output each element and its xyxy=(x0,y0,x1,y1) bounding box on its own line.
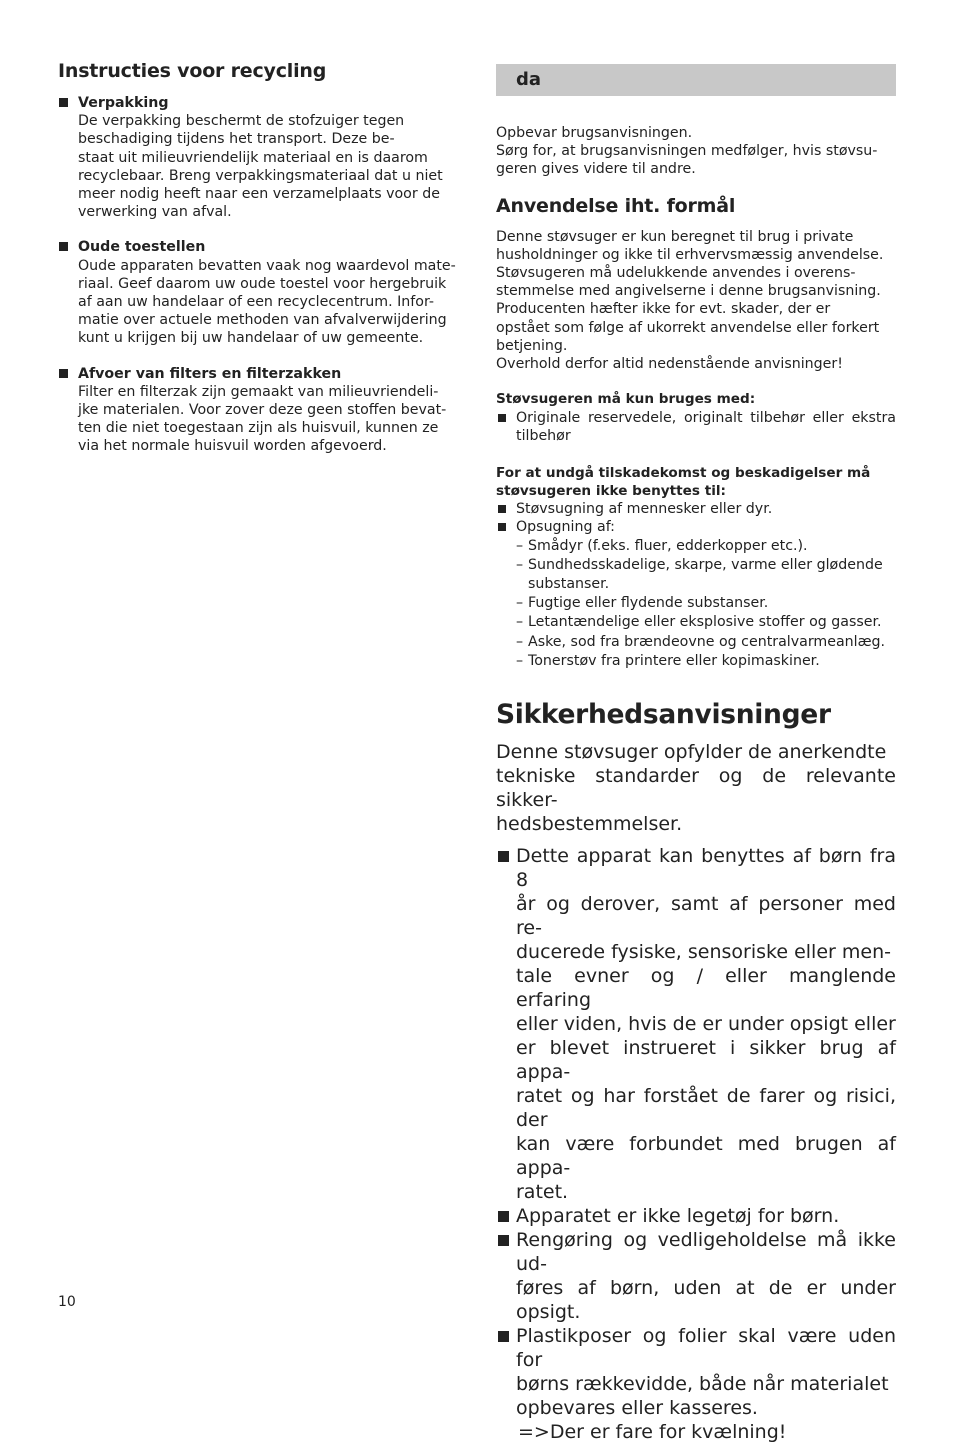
square-bullet-icon xyxy=(498,523,506,531)
dash-item xyxy=(496,594,896,613)
section-title: Afvoer van filters en filterzakken xyxy=(78,365,342,382)
section-old-appliances xyxy=(58,238,460,347)
section-packaging xyxy=(58,94,460,221)
text-line: jke materialen. Voor zover deze geen stoffen bevat- xyxy=(78,402,447,419)
text-line: ducerede fysiske, sensoriske eller men- xyxy=(516,940,891,963)
restriction-label xyxy=(496,465,896,500)
text-line: ten die niet toegestaan zijn als huisvuil, kunnen ze xyxy=(78,420,439,437)
allowed-bullet xyxy=(496,409,896,445)
dash-text: Smådyr (f.eks. fluer, edderkopper etc.). xyxy=(528,537,808,554)
suffocation-warning: =>Der er fare for kvælning! xyxy=(518,1420,787,1443)
text-line: recyclebaar. Breng verpakkingsmateriaal dat u niet xyxy=(78,167,443,184)
text-line: via het normale huisvuil worden afgevoerd. xyxy=(78,438,387,455)
dash-text: Fugtige eller flydende substanser. xyxy=(528,595,769,612)
restriction-bullet xyxy=(496,518,896,536)
text-line: støvsugeren ikke benyttes til: xyxy=(496,482,726,499)
text-line: eller viden, hvis de er under opsigt eller xyxy=(516,1012,896,1035)
recycling-heading: Instructies voor recycling xyxy=(58,60,327,82)
dash-icon: – xyxy=(516,633,524,650)
text-line: stemmelse med angivelserne i denne brugsanvisning. xyxy=(496,283,881,300)
text-line: Sørg for, at brugsanvisningen medfølger, hvis støvsu- xyxy=(496,143,878,160)
square-bullet-icon xyxy=(498,1331,509,1342)
dash-icon: – xyxy=(516,537,524,554)
text-line: ratet. xyxy=(516,1180,569,1203)
section-title: Verpakking xyxy=(78,95,169,111)
text-line: staat uit milieuvriendelijk materiaal en is daarom xyxy=(78,149,428,166)
section-body xyxy=(78,383,460,456)
square-bullet-icon xyxy=(59,369,68,378)
dash-item xyxy=(496,652,896,671)
text-line: husholdninger og ikke til erhvervsmæssig anvendelse. xyxy=(496,246,884,263)
intro-text xyxy=(496,124,896,179)
text-line: hedsbestemmelser. xyxy=(496,812,683,835)
text-line: matie over actuele methoden van afvalverwijdering xyxy=(78,312,447,329)
text-line: Oude apparaten bevatten vaak nog waardevol mate- xyxy=(78,257,456,274)
usage-text xyxy=(496,228,896,374)
section-title: Oude toestellen xyxy=(78,239,206,256)
safety-bullet xyxy=(496,1324,896,1420)
dash-icon: – xyxy=(516,614,524,631)
square-bullet-icon xyxy=(59,242,68,251)
text-line: opbevares eller kasseres. xyxy=(516,1396,758,1419)
text-line: Dette apparat kan benyttes af børn fra 8 xyxy=(516,844,896,891)
square-bullet-icon xyxy=(498,1235,509,1246)
text-line: Denne støvsuger er kun beregnet til brug i private xyxy=(496,228,854,245)
text-line: opstået som følge af ukorrekt anvendelse eller forkert xyxy=(496,319,880,336)
square-bullet-icon xyxy=(498,851,509,862)
dash-text: substanser. xyxy=(528,575,610,592)
text-line: For at undgå tilskadekomst og beskadigelser må xyxy=(496,465,871,482)
left-column xyxy=(58,60,460,473)
section-body xyxy=(78,112,460,221)
safety-bullet xyxy=(496,1204,896,1228)
section-filters xyxy=(58,365,460,456)
dash-text: Sundhedsskadelige, skarpe, varme eller glødende xyxy=(528,556,883,573)
dash-item xyxy=(496,556,896,594)
text-line: Plastikposer og folier skal være uden for xyxy=(516,1324,896,1371)
text-line: føres af børn, uden at de er under opsigt. xyxy=(516,1276,896,1323)
dash-text: Letantændelige eller eksplosive stoffer og gasser. xyxy=(528,614,882,631)
text-line: geren gives videre til andre. xyxy=(496,161,696,178)
text-line: er blevet instrueret i sikker brug af appa- xyxy=(516,1036,896,1083)
square-bullet-icon xyxy=(59,98,68,107)
dash-text: Tonerstøv fra printere eller kopimaskiner. xyxy=(528,652,820,669)
dash-icon: – xyxy=(516,595,524,612)
text-line: Opbevar brugsanvisningen. xyxy=(496,125,693,141)
text-line: Filter en filterzak zijn gemaakt van milieuvriendeli- xyxy=(78,383,439,400)
text-line: verwerking van afval. xyxy=(78,204,232,221)
text-line: meer nodig heeft naar een verzamelplaats voor de xyxy=(78,186,440,203)
text-line: Apparatet er ikke legetøj for børn. xyxy=(516,1204,840,1227)
bullet-text: Støvsugning af mennesker eller dyr. xyxy=(516,501,773,518)
text-line: Denne støvsuger opfylder de anerkendte xyxy=(496,740,887,763)
restriction-bullet xyxy=(496,500,896,518)
text-line: tekniske standarder og de relevante sikker- xyxy=(496,764,896,811)
text-line: Producenten hæfter ikke for evt. skader, der er xyxy=(496,301,831,318)
text-line: riaal. Geef daarom uw oude toestel voor hergebruik xyxy=(78,275,447,292)
text-line: kunt u krijgen bij uw handelaar of uw gemeente. xyxy=(78,330,424,347)
language-bar: da xyxy=(496,64,896,96)
text-line: betjening. xyxy=(496,337,568,354)
text-line: Støvsugeren må udelukkende anvendes i overens- xyxy=(496,265,856,282)
page-number: 10 xyxy=(58,1294,76,1310)
safety-bullet xyxy=(496,1228,896,1324)
text-line: kan være forbundet med brugen af appa- xyxy=(516,1132,896,1179)
text-line: Overhold derfor altid nedenstående anvisninger! xyxy=(496,356,843,373)
safety-heading: Sikkerhedsanvisninger xyxy=(496,698,831,730)
right-column xyxy=(496,64,896,1444)
text-line: ratet og har forstået de farer og risici, der xyxy=(516,1084,896,1131)
allowed-label: Støvsugeren må kun bruges med: xyxy=(496,391,756,408)
usage-heading: Anvendelse iht. formål xyxy=(496,194,736,217)
text-line: år og derover, samt af personer med re- xyxy=(516,892,896,939)
safety-lead xyxy=(496,740,896,836)
text-line: Rengøring og vedligeholdelse må ikke ud- xyxy=(516,1228,896,1275)
square-bullet-icon xyxy=(498,1211,509,1222)
dash-item xyxy=(496,537,896,556)
text-line: De verpakking beschermt de stofzuiger tegen xyxy=(78,113,405,130)
bullet-text: Originale reservedele, originalt tilbehør eller ekstra tilbehør xyxy=(516,409,896,444)
text-line: af aan uw handelaar of een recyclecentrum. Infor- xyxy=(78,294,434,311)
bullet-text: Opsugning af: xyxy=(516,519,615,536)
text-line: beschadiging tijdens het transport. Deze be- xyxy=(78,131,395,148)
dash-item xyxy=(496,633,896,652)
dash-icon: – xyxy=(516,556,524,573)
text-line: børns rækkevidde, både når materialet xyxy=(516,1372,889,1395)
safety-bullet xyxy=(496,844,896,1204)
square-bullet-icon xyxy=(498,414,506,422)
dash-item xyxy=(496,613,896,632)
text-line: tale evner og / eller manglende erfaring xyxy=(516,964,896,1011)
dash-text: Aske, sod fra brændeovne og centralvarmeanlæg. xyxy=(528,633,886,650)
section-body xyxy=(78,257,460,348)
square-bullet-icon xyxy=(498,505,506,513)
dash-icon: – xyxy=(516,652,524,669)
